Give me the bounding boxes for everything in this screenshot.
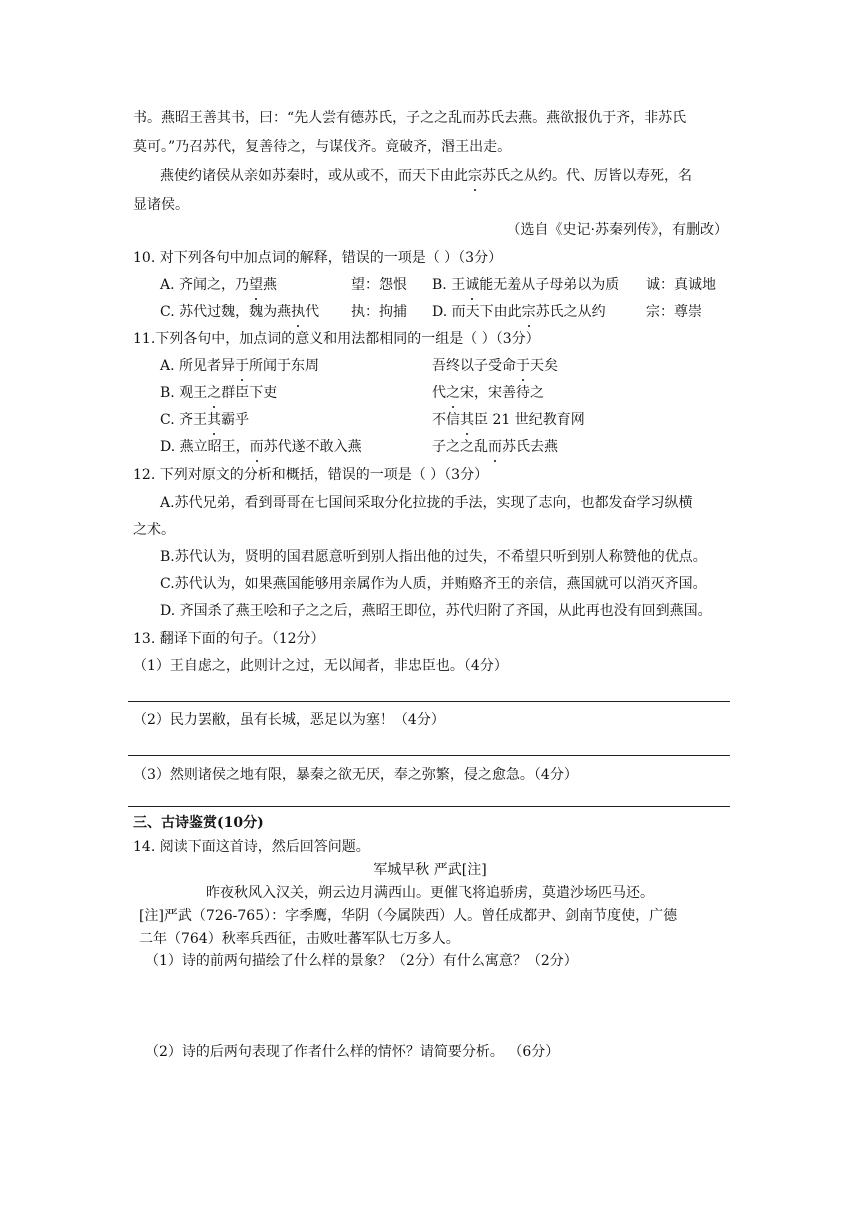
q11-option-d-right: 子之之乱而苏氏去燕 [432, 439, 558, 455]
q13-sentence-2: （2）民力罢敝，虽有长城，恶足以为塞！（4分） [133, 712, 445, 728]
passage-line: 燕使约诸侯从亲如苏秦时，或从或不，而天下由此宗苏氏之从约。代、厉皆以寿死，名 [160, 168, 692, 184]
dotted-char: 宗 [521, 304, 536, 320]
dotted-char: 宗 [468, 168, 482, 184]
dotted-char: 之 [446, 385, 460, 401]
passage-line: 书。燕昭王善其书，曰：“先人尝有德苏氏，子之之乱而苏氏去燕。燕欲报仇于齐，非苏氏 [133, 110, 687, 126]
dotted-char: 之 [207, 385, 222, 401]
q12-option-a: A.苏代兄弟，看到哥哥在七国间采取分化拉拢的手法，实现了志向，也都发奋学习纵横 [160, 495, 693, 511]
dotted-char: 于 [235, 358, 250, 374]
q10-option-b: B. 王诚能无羞从子母弟以为质 [432, 277, 620, 293]
q10-option-d: D. 而天下由此宗苏氏之从约 [432, 304, 606, 320]
poem-note-cont: 二年（764）秋率兵西征，击败吐蕃军队七万多人。 [139, 931, 460, 947]
q11-option-c-left: C. 齐王其霸乎 [160, 412, 250, 428]
q10-option-c: C. 苏代过魏，魏为燕执代 [160, 304, 320, 320]
dotted-char: 其 [207, 412, 222, 428]
q11-option-a-right: 吾终以子受命于天矣 [432, 358, 558, 374]
q11-option-b-right: 代之宋，宋善待之 [432, 385, 544, 401]
q10-option-a: A. 齐闻之，乃望燕 [160, 277, 278, 293]
q10-option-a-gloss: 望：怨恨 [351, 277, 407, 293]
section-heading: 三、古诗鉴赏(10分) [133, 815, 264, 831]
question-14-stem: 14. 阅读下面这首诗，然后回答问题。 [133, 839, 370, 855]
q14-subquestion-1: （1）诗的前两句描绘了什么样的景象？（2分）有什么寓意？（2分） [145, 953, 578, 969]
dotted-char: 而 [488, 439, 502, 455]
dotted-char: 而 [249, 439, 264, 455]
q11-option-c-right: 不信其臣 21 世纪教育网 [432, 412, 585, 428]
dotted-char: 诚 [465, 277, 480, 293]
q13-sentence-1: （1）王自虑之，此则计之过，无以闻者，非忠臣也。（4分） [133, 658, 508, 674]
passage-line: 显诸侯。 [133, 197, 189, 213]
q10-option-b-gloss: 诚：真诚地 [646, 277, 716, 293]
q13-sentence-3: （3）然则诸侯之地有限，暴秦之欲无厌，奉之弥繁，侵之愈急。（4分） [133, 767, 578, 783]
q12-option-a-cont: 之术。 [133, 522, 175, 538]
question-10-stem: 10. 对下列各句中加点词的解释，错误的一项是（ ）（3分） [133, 250, 503, 266]
answer-line[interactable] [128, 701, 730, 702]
q11-option-d-left: D. 燕立昭王，而苏代遂不敢入燕 [160, 439, 362, 455]
q14-subquestion-2: （2）诗的后两句表现了作者什么样的情怀？请简要分析。 （6分） [145, 1044, 560, 1060]
q11-option-a-left: A. 所见者异于所闻于东周 [160, 358, 320, 374]
dotted-char: 望 [249, 277, 264, 293]
answer-line[interactable] [128, 806, 730, 807]
passage-line: 莫可。”乃召苏代，复善待之，与谋伐齐。竟破齐，湣王出走。 [133, 139, 512, 155]
dotted-char: 其 [460, 412, 474, 428]
q12-option-b: B.苏代认为，贤明的国君愿意听到别人指出他的过失，不希望只听到别人称赞他的优点。 [160, 549, 707, 565]
poem-title: 军城早秋 严武[注] [373, 862, 487, 878]
poem-note: [注]严武（726-765）：字季鹰，华阴（今属陕西）人。曾任成都尹、剑南节度使，广德 [139, 908, 678, 924]
q11-option-b-left: B. 观王之群臣下吏 [160, 385, 278, 401]
answer-line[interactable] [128, 755, 730, 756]
dotted-char: 执 [291, 304, 306, 320]
q12-option-d: D. 齐国杀了燕王哙和子之之后，燕昭王即位，苏代归附了齐国，从此再也没有回到燕国。 [160, 603, 712, 619]
question-11-stem: 11.下列各句中，加点词的意义和用法都相同的一组是（ ）（3分） [133, 331, 540, 347]
q12-option-c: C.苏代认为，如果燕国能够用亲属作为人质，并贿赂齐王的亲信，燕国就可以消灭齐国。 [160, 576, 707, 592]
question-12-stem: 12. 下列对原文的分析和概括，错误的一项是（ ）（3分） [133, 467, 489, 483]
passage-source: （选自《史记·苏秦列传》，有删改） [506, 222, 728, 238]
dotted-char: 于 [516, 358, 530, 374]
q10-option-c-gloss: 执：拘捕 [351, 304, 407, 320]
q10-option-d-gloss: 宗：尊崇 [646, 304, 702, 320]
question-13-stem: 13. 翻译下面的句子。（12分） [133, 631, 325, 647]
poem-body: 昨夜秋风入汉关，朔云边月满西山。更催飞将追骄虏，莫遣沙场匹马还。 [206, 885, 654, 901]
